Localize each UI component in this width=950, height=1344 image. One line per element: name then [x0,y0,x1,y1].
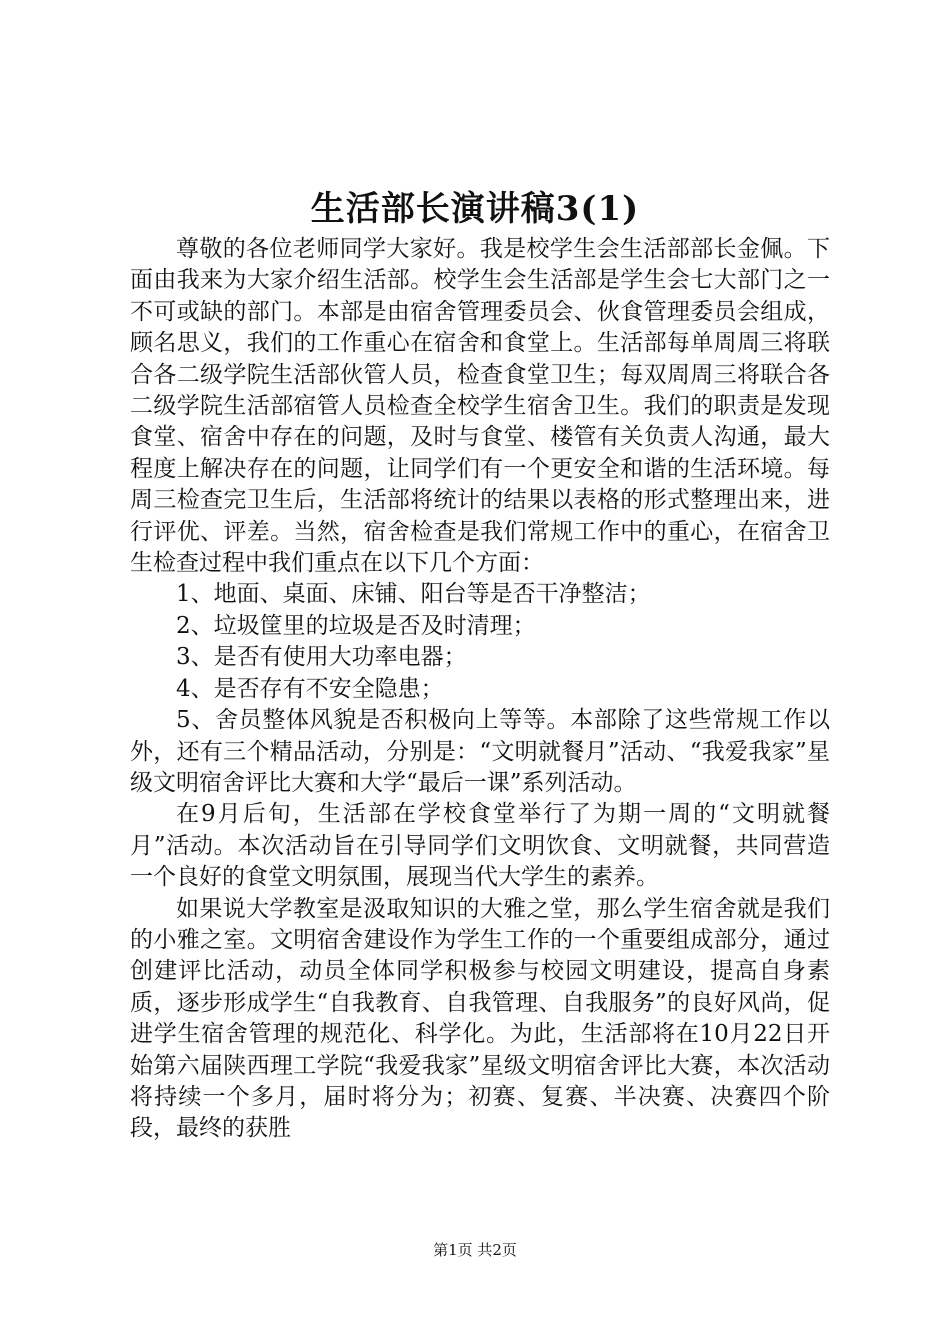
list-item-4: 4、是否存有不安全隐患； [176,675,444,702]
document-body [130,234,830,1145]
document-title: 生活部长演讲稿3(1) [310,189,640,229]
paragraph-dining-month: 在9月后旬，生活部在学校食堂举行了为期一周的“文明就餐月”活动。本次活动旨在引导同学们文明饮食、文明就餐，共同营造一个良好的食堂文明氛围，展现当代大学生的素养。 [130,801,830,891]
list-item-3: 3、是否有使用大功率电器； [176,644,467,671]
list-item-2: 2、垃圾筐里的垃圾是否及时清理； [176,612,536,639]
list-item-5: 5、舍员整体风貌是否积极向上等等。本部除了这些常规工作以外，还有三个精品活动，分别是：“文明就餐月”活动、“我爱我家”星级文明宿舍评比大赛和大学“最后一课”系列活动。 [130,707,830,796]
paragraph-intro: 尊敬的各位老师同学大家好。我是校学生会生活部部长金佩。下面由我来为大家介绍生活部。校学生会生活部是学生会七大部门之一不可或缺的部门。本部是由宿舍管理委员会、伙食管理委员会组成，顾名思义，我们的工作重心在宿舍和食堂上。生活部每单周周三将联合各二级学院生活部伙管人员，检查食堂卫生；每双周周三将联合各二级学院生活部宿管人员检查全校学生宿舍卫生。我们的职责是发现食堂、宿舍中存在的问题，及时与食堂、楼管有关负责人沟通，最大程度上解决存在的问题，让同学们有一个更安全和谐的生活环境。每周三检查完卫生后，生活部将统计的结果以表格的形式整理出来，进行评优、评差。当然，宿舍检查是我们常规工作中的重心，在宿舍卫生检查过程中我们重点在以下几个方面： [130,236,830,577]
page-footer: 第1页 共2页 [433,1241,517,1259]
paragraph-dormitory-contest: 如果说大学教室是汲取知识的大雅之堂，那么学生宿舍就是我们的小雅之室。文明宿舍建设作为学生工作的一个重要组成部分，通过创建评比活动，动员全体同学积极参与校园文明建设，提高自身素质，逐步形成学生“自我教育、自我管理、自我服务”的良好风尚，促进学生宿舍管理的规范化、科学化。为此，生活部将在10月22日开始第六届陕西理工学院“我爱我家”星级文明宿舍评比大赛，本次活动将持续一个多月，届时将分为；初赛、复赛、半决赛、决赛四个阶段，最终的获胜 [130,895,830,1142]
list-item-1: 1、地面、桌面、床铺、阳台等是否干净整洁； [176,581,651,608]
